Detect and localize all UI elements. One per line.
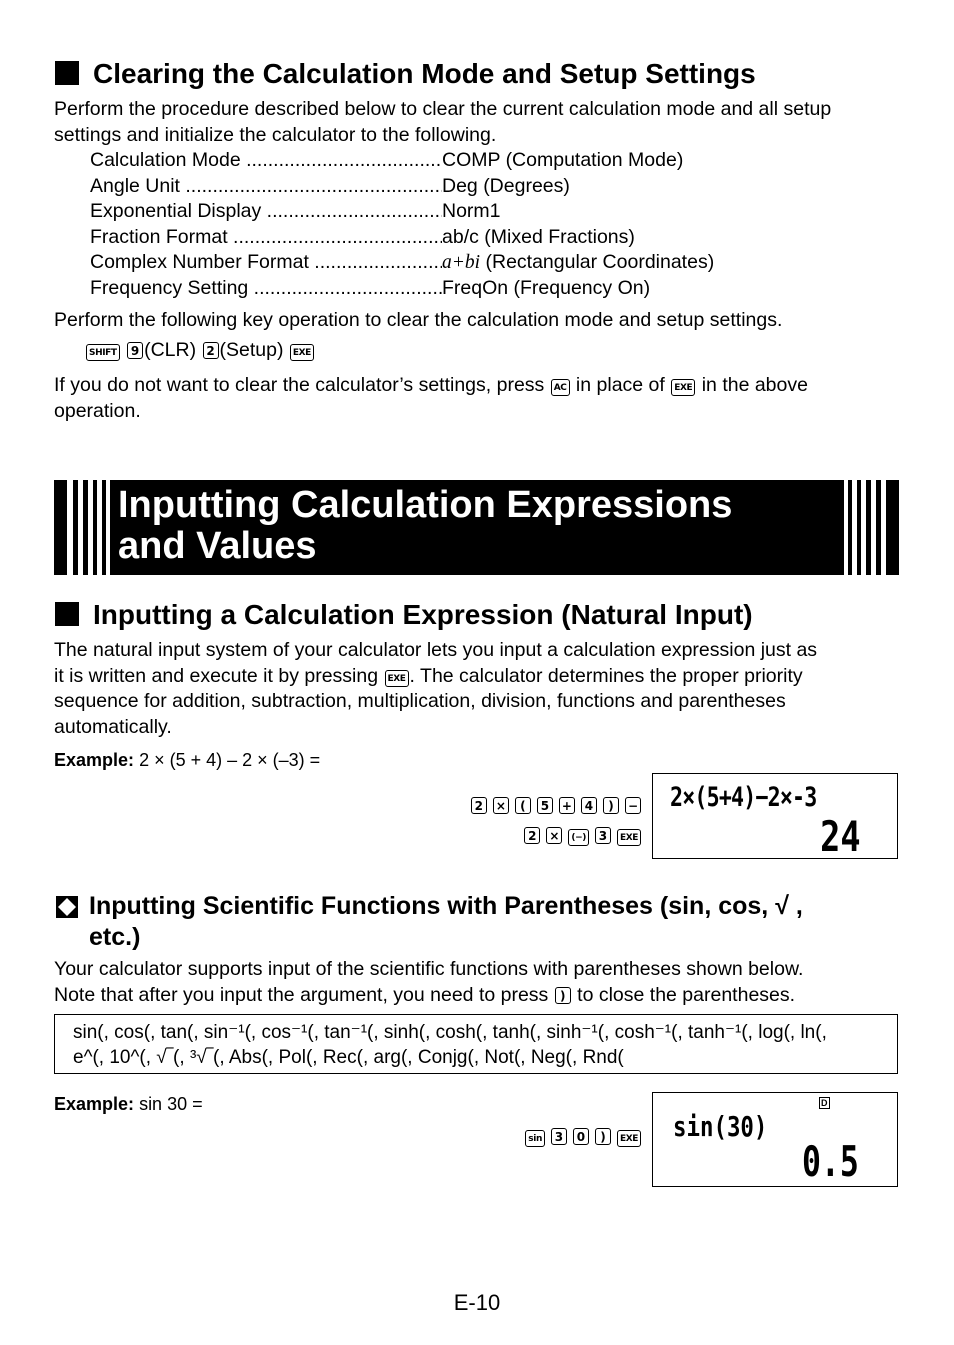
calc-key-icon: ×	[493, 797, 509, 814]
calc-key-icon: 3	[595, 827, 611, 844]
display-result: 0.5	[802, 1137, 859, 1186]
setting-label: Calculation Mode	[90, 149, 241, 171]
key-row	[468, 822, 644, 852]
setting-label: Frequency Setting	[90, 276, 249, 299]
example-label: Example:	[54, 1094, 135, 1114]
paragraph-text: . The calculator determines the proper priority	[409, 664, 803, 687]
banner-title-line: and Values	[118, 525, 317, 567]
banner-title	[118, 485, 732, 567]
ac-key-icon: AC	[551, 379, 570, 396]
setting-label: Exponential Display	[90, 200, 262, 223]
calculator-display	[652, 1092, 898, 1187]
intro-line: Perform the procedure described below to clear the current calculation mode and all setup	[54, 98, 832, 120]
scientific-key-sequence	[522, 1128, 644, 1147]
calc-key-icon: (−)	[568, 829, 589, 846]
key-op-intro: Perform the following key operation to clear the calculation mode and setup settings.	[54, 309, 783, 331]
clear-note	[54, 373, 924, 424]
note-text: in the above	[701, 374, 808, 396]
shift-key-icon: SHIFT	[86, 344, 120, 361]
page-number: E-10	[453, 1290, 501, 1315]
scientific-example	[54, 1094, 203, 1115]
intro-line: settings and initialize the calculator to the following.	[54, 123, 497, 146]
example-label: Example:	[54, 750, 135, 770]
settings-row	[90, 250, 714, 276]
calc-key-icon: (	[515, 797, 531, 814]
example-expression: 2 × (5 + 4) – 2 × (–3) =	[139, 750, 321, 770]
setting-label: Angle Unit	[90, 174, 180, 197]
setting-value: COMP (Computation Mode)	[442, 149, 684, 171]
section-heading-clearing	[55, 58, 756, 90]
example-expression: sin 30 =	[139, 1094, 203, 1114]
setting-value: FreqOn (Frequency On)	[442, 276, 651, 299]
heading-square-icon	[55, 602, 79, 626]
heading-text: Clearing the Calculation Mode and Setup Settings	[93, 58, 756, 89]
exe-key-icon: EXE	[671, 379, 695, 396]
settings-row	[90, 148, 714, 174]
paragraph-text: to close the parentheses.	[577, 983, 796, 1006]
function-list-line: e^(, 10^(, √‾(, ³√‾(, Abs(, Pol(, Rec(, arg(, Conjg(, Not(, Neg(, Rnd(	[73, 1047, 624, 1068]
exe-key-icon: EXE	[290, 344, 314, 361]
calc-key-icon: EXE	[617, 1130, 641, 1147]
clear-key-sequence	[85, 338, 315, 364]
paragraph-line: The natural input system of your calculator lets you input a calculation expression just as	[54, 639, 818, 661]
setting-value: Deg (Degrees)	[442, 174, 570, 197]
calc-key-icon: +	[559, 797, 575, 814]
calc-key-icon: 0	[573, 1128, 589, 1145]
scientific-paragraph	[54, 957, 924, 1008]
settings-list	[90, 148, 714, 302]
key-row	[468, 792, 644, 822]
section-heading-scientific	[55, 891, 803, 953]
two-key-icon: 2	[203, 342, 219, 359]
chapter-banner	[54, 480, 899, 575]
setting-label: Fraction Format	[90, 225, 228, 248]
function-list-line: sin(, cos(, tan(, sin⁻¹(, cos⁻¹(, tan⁻¹(, sinh(, cosh(, tanh(, sinh⁻¹(, cosh⁻¹(, tanh⁻¹(, log(, ln(,	[73, 1022, 827, 1043]
setting-value-text: (Rectangular Coordinates)	[480, 251, 715, 274]
settings-row	[90, 225, 714, 251]
deg-indicator-icon: D	[821, 1098, 828, 1108]
paragraph-text: Note that after you input the argument, you need to press	[54, 983, 549, 1006]
paragraph-line: Your calculator supports input of the scientific functions with parentheses shown below.	[54, 958, 804, 980]
note-text: in place of	[575, 374, 665, 396]
paragraph-line: automatically.	[54, 715, 172, 738]
section-heading-natural	[55, 599, 753, 631]
heading-text: Inputting a Calculation Expression (Natural Input)	[93, 599, 753, 630]
natural-example	[54, 750, 320, 771]
calculator-display	[652, 773, 898, 859]
function-list-box	[54, 1014, 898, 1074]
calc-key-icon: EXE	[617, 829, 641, 846]
diamond-bullet-icon	[55, 895, 79, 919]
display-expression: sin(30)	[673, 1110, 768, 1143]
banner-title-line: Inputting Calculation Expressions	[118, 484, 733, 526]
clr-label: (CLR)	[144, 339, 197, 361]
settings-row	[90, 276, 714, 302]
setting-label: Complex Number Format	[90, 251, 309, 274]
clearing-intro	[54, 97, 914, 148]
note-text: operation.	[54, 399, 141, 422]
paragraph-text: it is written and execute it by pressing	[54, 664, 379, 687]
calc-key-icon: 2	[524, 827, 540, 844]
paragraph-line: sequence for addition, subtraction, multiplication, division, functions and parentheses	[54, 690, 786, 713]
nine-key-icon: 9	[127, 342, 143, 359]
calc-key-icon: )	[603, 797, 619, 814]
calc-key-icon: −	[625, 797, 641, 814]
close-paren-key-icon: )	[555, 987, 571, 1004]
note-text: If you do not want to clear the calculator’s settings, press	[54, 374, 545, 396]
setting-value: Norm1	[442, 200, 501, 223]
settings-row	[90, 174, 714, 200]
natural-paragraph	[54, 638, 924, 740]
natural-key-sequence	[468, 792, 644, 852]
calc-key-icon: 3	[551, 1128, 567, 1145]
exe-key-icon: EXE	[385, 670, 409, 687]
calc-key-icon: 4	[581, 797, 597, 814]
heading-square-icon	[55, 61, 79, 85]
setting-value: ab/c (Mixed Fractions)	[442, 225, 635, 248]
setting-value	[442, 250, 714, 276]
heading-text: Inputting Scientific Functions with Parentheses (sin, cos, √ ,	[89, 892, 803, 920]
calc-key-icon: 5	[537, 797, 553, 814]
display-result: 24	[820, 812, 861, 861]
setup-label: (Setup)	[219, 339, 284, 361]
complex-format-math: a+bi	[442, 252, 481, 274]
display-expression: 2×(5+4)−2×-3	[670, 782, 817, 813]
heading-text: etc.)	[89, 923, 141, 951]
calc-key-icon: sin	[525, 1130, 545, 1147]
calc-key-icon: ×	[546, 827, 562, 844]
settings-row	[90, 199, 714, 225]
calc-key-icon: 2	[471, 797, 487, 814]
calc-key-icon: )	[595, 1128, 611, 1145]
